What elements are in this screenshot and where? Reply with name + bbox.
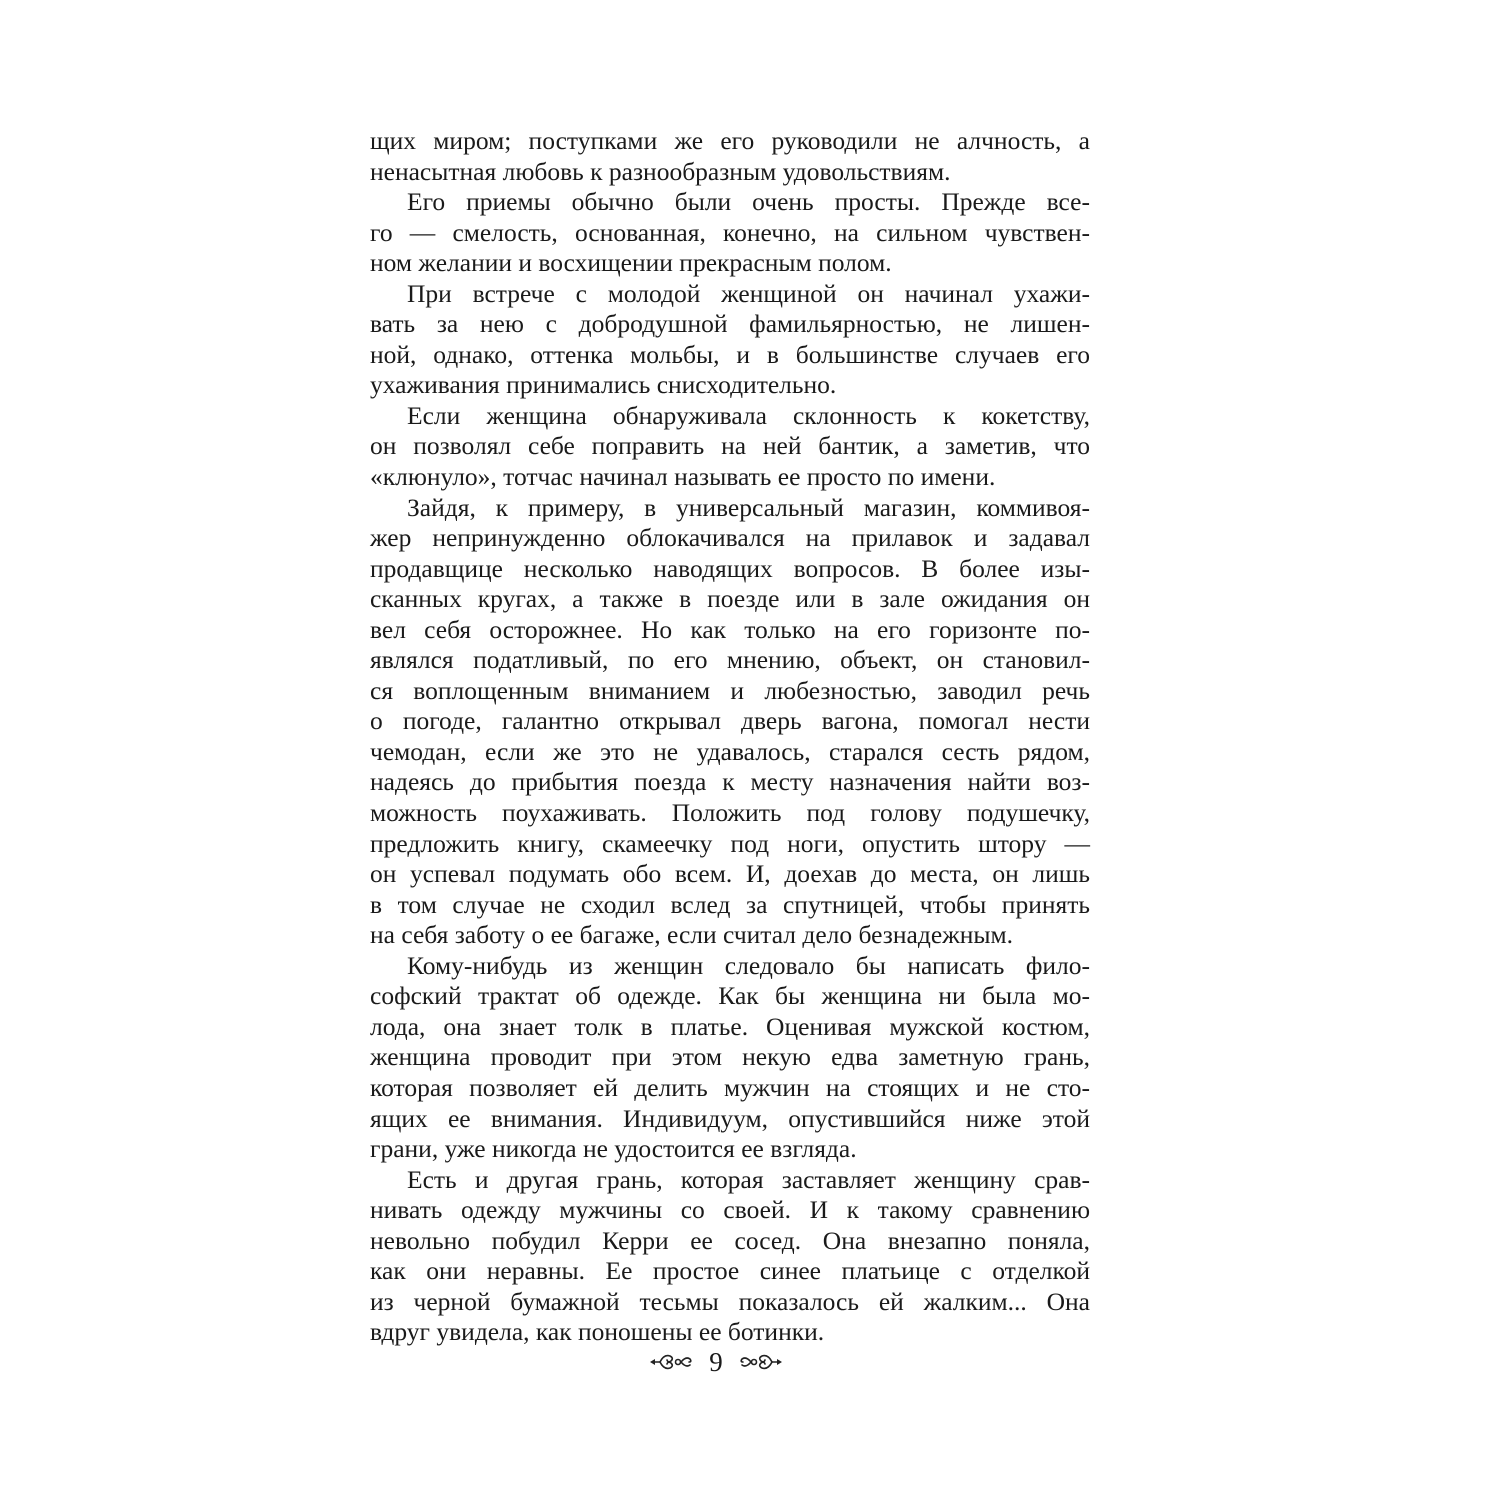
text-line: При встрече с молодой женщиной он начинал ухажи- — [407, 278, 1090, 308]
text-line: ном желании и восхищении прекрасным полом. — [370, 248, 892, 278]
text-line: вел себя осторожнее. Но как только на его горизонте по- — [370, 614, 1090, 644]
floral-ornament-icon — [738, 1350, 782, 1374]
text-line: софский трактат об одежде. Как бы женщина ни была мо- — [370, 981, 1090, 1011]
text-line: чемодан, если же это не удавалось, старался сесть рядом, — [370, 736, 1090, 766]
floral-ornament-icon — [650, 1350, 694, 1374]
text-line: Кому-нибудь из женщин следовало бы написать фило- — [407, 950, 1090, 980]
text-line: щих миром; поступками же его руководили не алчность, а — [370, 126, 1090, 155]
text-line: вдруг увидела, как поношены ее ботинки. — [370, 1317, 825, 1347]
text-line: го — смелость, основанная, конечно, на сильном чувствен- — [370, 217, 1090, 247]
page-number: 9 — [709, 1347, 723, 1377]
text-line: являлся податливый, по его мнению, объект, он становил- — [370, 645, 1090, 675]
text-line: жер непринужденно облокачивался на прилавок и задавал — [370, 523, 1090, 553]
text-line: продавщице несколько наводящих вопросов. В более изы- — [370, 553, 1090, 583]
text-line: можность поухаживать. Положить под голову подушечку, — [370, 798, 1090, 828]
page-footer — [650, 1342, 782, 1382]
text-line: ной, однако, оттенка мольбы, и в большинстве случаев его — [370, 339, 1090, 369]
text-line: невольно побудил Керри ее сосед. Она внезапно поняла, — [370, 1225, 1090, 1255]
text-line: нивать одежду мужчины со своей. И к такому сравнению — [370, 1195, 1090, 1225]
text-line: вать за нею с добродушной фамильярностью, не лишен- — [370, 309, 1090, 339]
text-line: сканных кругах, а также в поезде или в зале ожидания он — [370, 584, 1090, 614]
text-line: в том случае не сходил вслед за спутницей, чтобы принять — [370, 889, 1090, 919]
text-line: на себя заботу о ее багаже, если считал дело безнадежным. — [370, 920, 1014, 950]
text-line: Есть и другая грань, которая заставляет женщину срав- — [407, 1164, 1090, 1194]
text-line: как они неравны. Ее простое синее платьице с отделкой — [370, 1256, 1090, 1286]
text-line: ящих ее внимания. Индивидуум, опустившийся ниже этой — [370, 1103, 1090, 1133]
text-line: лода, она знает толк в платье. Оценивая мужской костюм, — [370, 1011, 1090, 1041]
text-line: о погоде, галантно открывал дверь вагона, помогал нести — [370, 706, 1090, 736]
page-body-text — [370, 126, 1090, 1348]
text-line: женщина проводит при этом некую едва заметную грань, — [370, 1042, 1090, 1072]
text-line: «клюнуло», тотчас начинал называть ее просто по имени. — [370, 462, 996, 492]
text-line: ухаживания принимались снисходительно. — [370, 370, 837, 400]
text-line: грани, уже никогда не удостоится ее взгляда. — [370, 1134, 857, 1164]
text-line: он позволял себе поправить на ней бантик, а заметив, что — [370, 431, 1090, 461]
text-line: надеясь до прибытия поезда к месту назначения найти воз- — [370, 767, 1090, 797]
text-line: Зайдя, к примеру, в универсальный магазин, коммивоя- — [407, 492, 1090, 522]
text-line: ненасытная любовь к разнообразным удовольствиям. — [370, 156, 951, 186]
text-line: из черной бумажной тесьмы показалось ей жалким... Она — [370, 1286, 1090, 1316]
text-line: Если женщина обнаруживала склонность к кокетству, — [407, 400, 1090, 430]
text-line: он успевал подумать обо всем. И, доехав до места, он лишь — [370, 859, 1090, 889]
text-line: которая позволяет ей делить мужчин на стоящих и не сто- — [370, 1072, 1090, 1102]
text-line: Его приемы обычно были очень просты. Прежде все- — [407, 187, 1090, 217]
text-line: предложить книгу, скамеечку под ноги, опустить штору — — [370, 828, 1090, 858]
text-line: ся воплощенным вниманием и любезностью, заводил речь — [370, 675, 1090, 705]
